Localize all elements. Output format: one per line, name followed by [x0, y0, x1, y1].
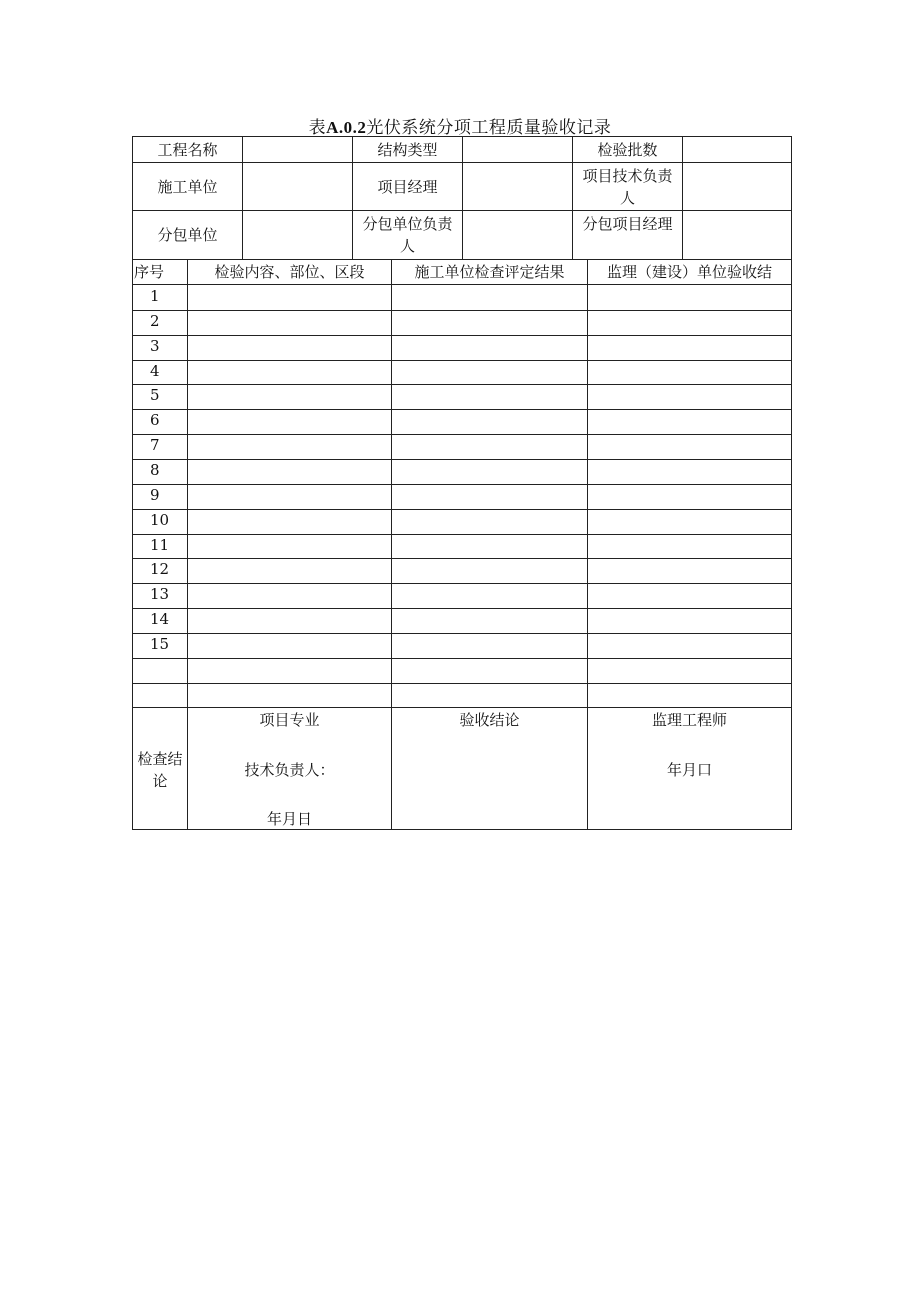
row-number: 15: [150, 634, 170, 653]
project-name-value[interactable]: [243, 137, 352, 162]
row-cell-construction-eval[interactable]: [392, 534, 587, 559]
conclusion-label: [133, 745, 187, 795]
row-cell-content[interactable]: [188, 658, 391, 683]
row-number: 5: [150, 386, 160, 405]
tech-lead-line2: 人: [619, 188, 635, 207]
project-specialty-label: 项目专业: [259, 711, 320, 729]
row-number: 10: [150, 510, 170, 529]
row-number: 3: [150, 336, 160, 355]
row-cell-construction-eval[interactable]: [392, 434, 587, 459]
label-batch-count: 检验批数: [597, 140, 658, 159]
row-number: 9: [150, 485, 160, 504]
row-cell-content[interactable]: [188, 335, 391, 360]
tech-lead-line1: 项目技术负责: [582, 166, 673, 185]
project-manager-value[interactable]: [463, 163, 572, 210]
subcontractor-value[interactable]: [243, 211, 352, 259]
sub-manager-value[interactable]: [683, 211, 791, 259]
sub-lead-line1: 分包单位负责: [362, 215, 453, 233]
row-cell-construction-eval[interactable]: [392, 384, 587, 409]
row-cell-construction-eval[interactable]: [392, 285, 587, 310]
row-cell-construction-eval[interactable]: [392, 683, 587, 708]
row-cell-content[interactable]: [188, 608, 391, 633]
row-cell-construction-eval[interactable]: [392, 459, 587, 484]
row-cell-content[interactable]: [188, 583, 391, 608]
row-cell-supervision[interactable]: [588, 384, 791, 409]
row-cell-content[interactable]: [188, 534, 391, 559]
row-number: 11: [150, 535, 170, 554]
date-label-1: 年月日: [266, 810, 312, 828]
label-tech-lead: [573, 163, 682, 210]
row-cell-content[interactable]: [188, 360, 391, 385]
tech-lead-value[interactable]: [683, 163, 791, 210]
row-number: 7: [150, 436, 160, 455]
label-structure-type: 结构类型: [377, 140, 438, 159]
row-cell-supervision[interactable]: [588, 633, 791, 658]
label-subcontractor: 分包单位: [157, 226, 218, 244]
row-number: 4: [150, 361, 160, 380]
row-cell-construction-eval[interactable]: [392, 409, 587, 434]
row-number: 13: [150, 585, 170, 604]
row-cell-supervision[interactable]: [588, 409, 791, 434]
row-cell-supervision[interactable]: [588, 310, 791, 335]
row-cell-content[interactable]: [188, 683, 391, 708]
batch-count-value[interactable]: [683, 137, 791, 162]
row-cell-supervision[interactable]: [588, 459, 791, 484]
sub-lead-value[interactable]: [463, 211, 572, 259]
row-number: 14: [150, 610, 170, 629]
row-number: 2: [150, 311, 160, 330]
row-cell-supervision[interactable]: [588, 558, 791, 583]
row-cell-supervision[interactable]: [588, 484, 791, 509]
label-project-manager: 项目经理: [377, 177, 438, 196]
row-cell-construction-eval[interactable]: [392, 509, 587, 534]
row-number: 12: [150, 560, 170, 579]
row-cell-content[interactable]: [188, 285, 391, 310]
form-title: 表A.0.2光伏系统分项工程质量验收记录: [308, 118, 612, 138]
structure-type-value[interactable]: [463, 137, 572, 162]
row-number: 6: [150, 411, 160, 430]
row-cell-content[interactable]: [188, 509, 391, 534]
row-cell-content[interactable]: [188, 558, 391, 583]
row-cell-construction-eval[interactable]: [392, 360, 587, 385]
row-cell-supervision[interactable]: [588, 360, 791, 385]
conclusion-label-line2: 论: [152, 772, 168, 790]
col-header-supervision: 监理（建设）单位验收结: [606, 263, 772, 281]
conclusion-label-line1: 检查结: [137, 750, 183, 768]
tech-lead-signature-label: 技术负责人：: [244, 761, 335, 779]
row-cell-content[interactable]: [188, 633, 391, 658]
label-sub-manager: 分包项目经理: [582, 215, 673, 233]
row-number: 1: [150, 287, 160, 305]
row-cell-construction-eval[interactable]: [392, 608, 587, 633]
col-header-content: 检验内容、部位、区段: [214, 263, 365, 281]
row-cell-supervision[interactable]: [588, 434, 791, 459]
row-cell-construction-eval[interactable]: [392, 310, 587, 335]
row-cell-supervision[interactable]: [588, 683, 791, 708]
row-cell-supervision[interactable]: [588, 658, 791, 683]
col-header-seq: 序号: [134, 263, 165, 281]
construction-unit-value[interactable]: [243, 163, 352, 210]
sub-lead-line2: 人: [399, 237, 415, 255]
row-cell-construction-eval[interactable]: [392, 484, 587, 509]
row-cell-supervision[interactable]: [588, 509, 791, 534]
row-cell-supervision[interactable]: [588, 608, 791, 633]
date-label-2: 年月口: [666, 761, 712, 779]
row-cell-content[interactable]: [188, 434, 391, 459]
supervisor-label: 监理工程师: [651, 711, 727, 729]
row-cell-construction-eval[interactable]: [392, 658, 587, 683]
row-cell-supervision[interactable]: [588, 335, 791, 360]
row-cell-construction-eval[interactable]: [392, 558, 587, 583]
row-number: 8: [150, 460, 160, 479]
row-cell-content[interactable]: [188, 384, 391, 409]
row-cell-content[interactable]: [188, 409, 391, 434]
row-cell-content[interactable]: [188, 484, 391, 509]
row-cell-supervision[interactable]: [588, 583, 791, 608]
row-cell-content[interactable]: [188, 459, 391, 484]
col-header-construction-eval: 施工单位检查评定结果: [414, 263, 565, 281]
row-cell-supervision[interactable]: [588, 534, 791, 559]
row-cell-content[interactable]: [188, 310, 391, 335]
label-project-name: 工程名称: [157, 140, 218, 159]
row-cell-construction-eval[interactable]: [392, 633, 587, 658]
label-sub-lead: [353, 211, 462, 259]
label-construction-unit: 施工单位: [157, 177, 218, 196]
row-cell-supervision[interactable]: [588, 285, 791, 310]
acceptance-conclusion-label: 验收结论: [459, 711, 520, 729]
row-cell-construction-eval[interactable]: [392, 335, 587, 360]
row-cell-construction-eval[interactable]: [392, 583, 587, 608]
